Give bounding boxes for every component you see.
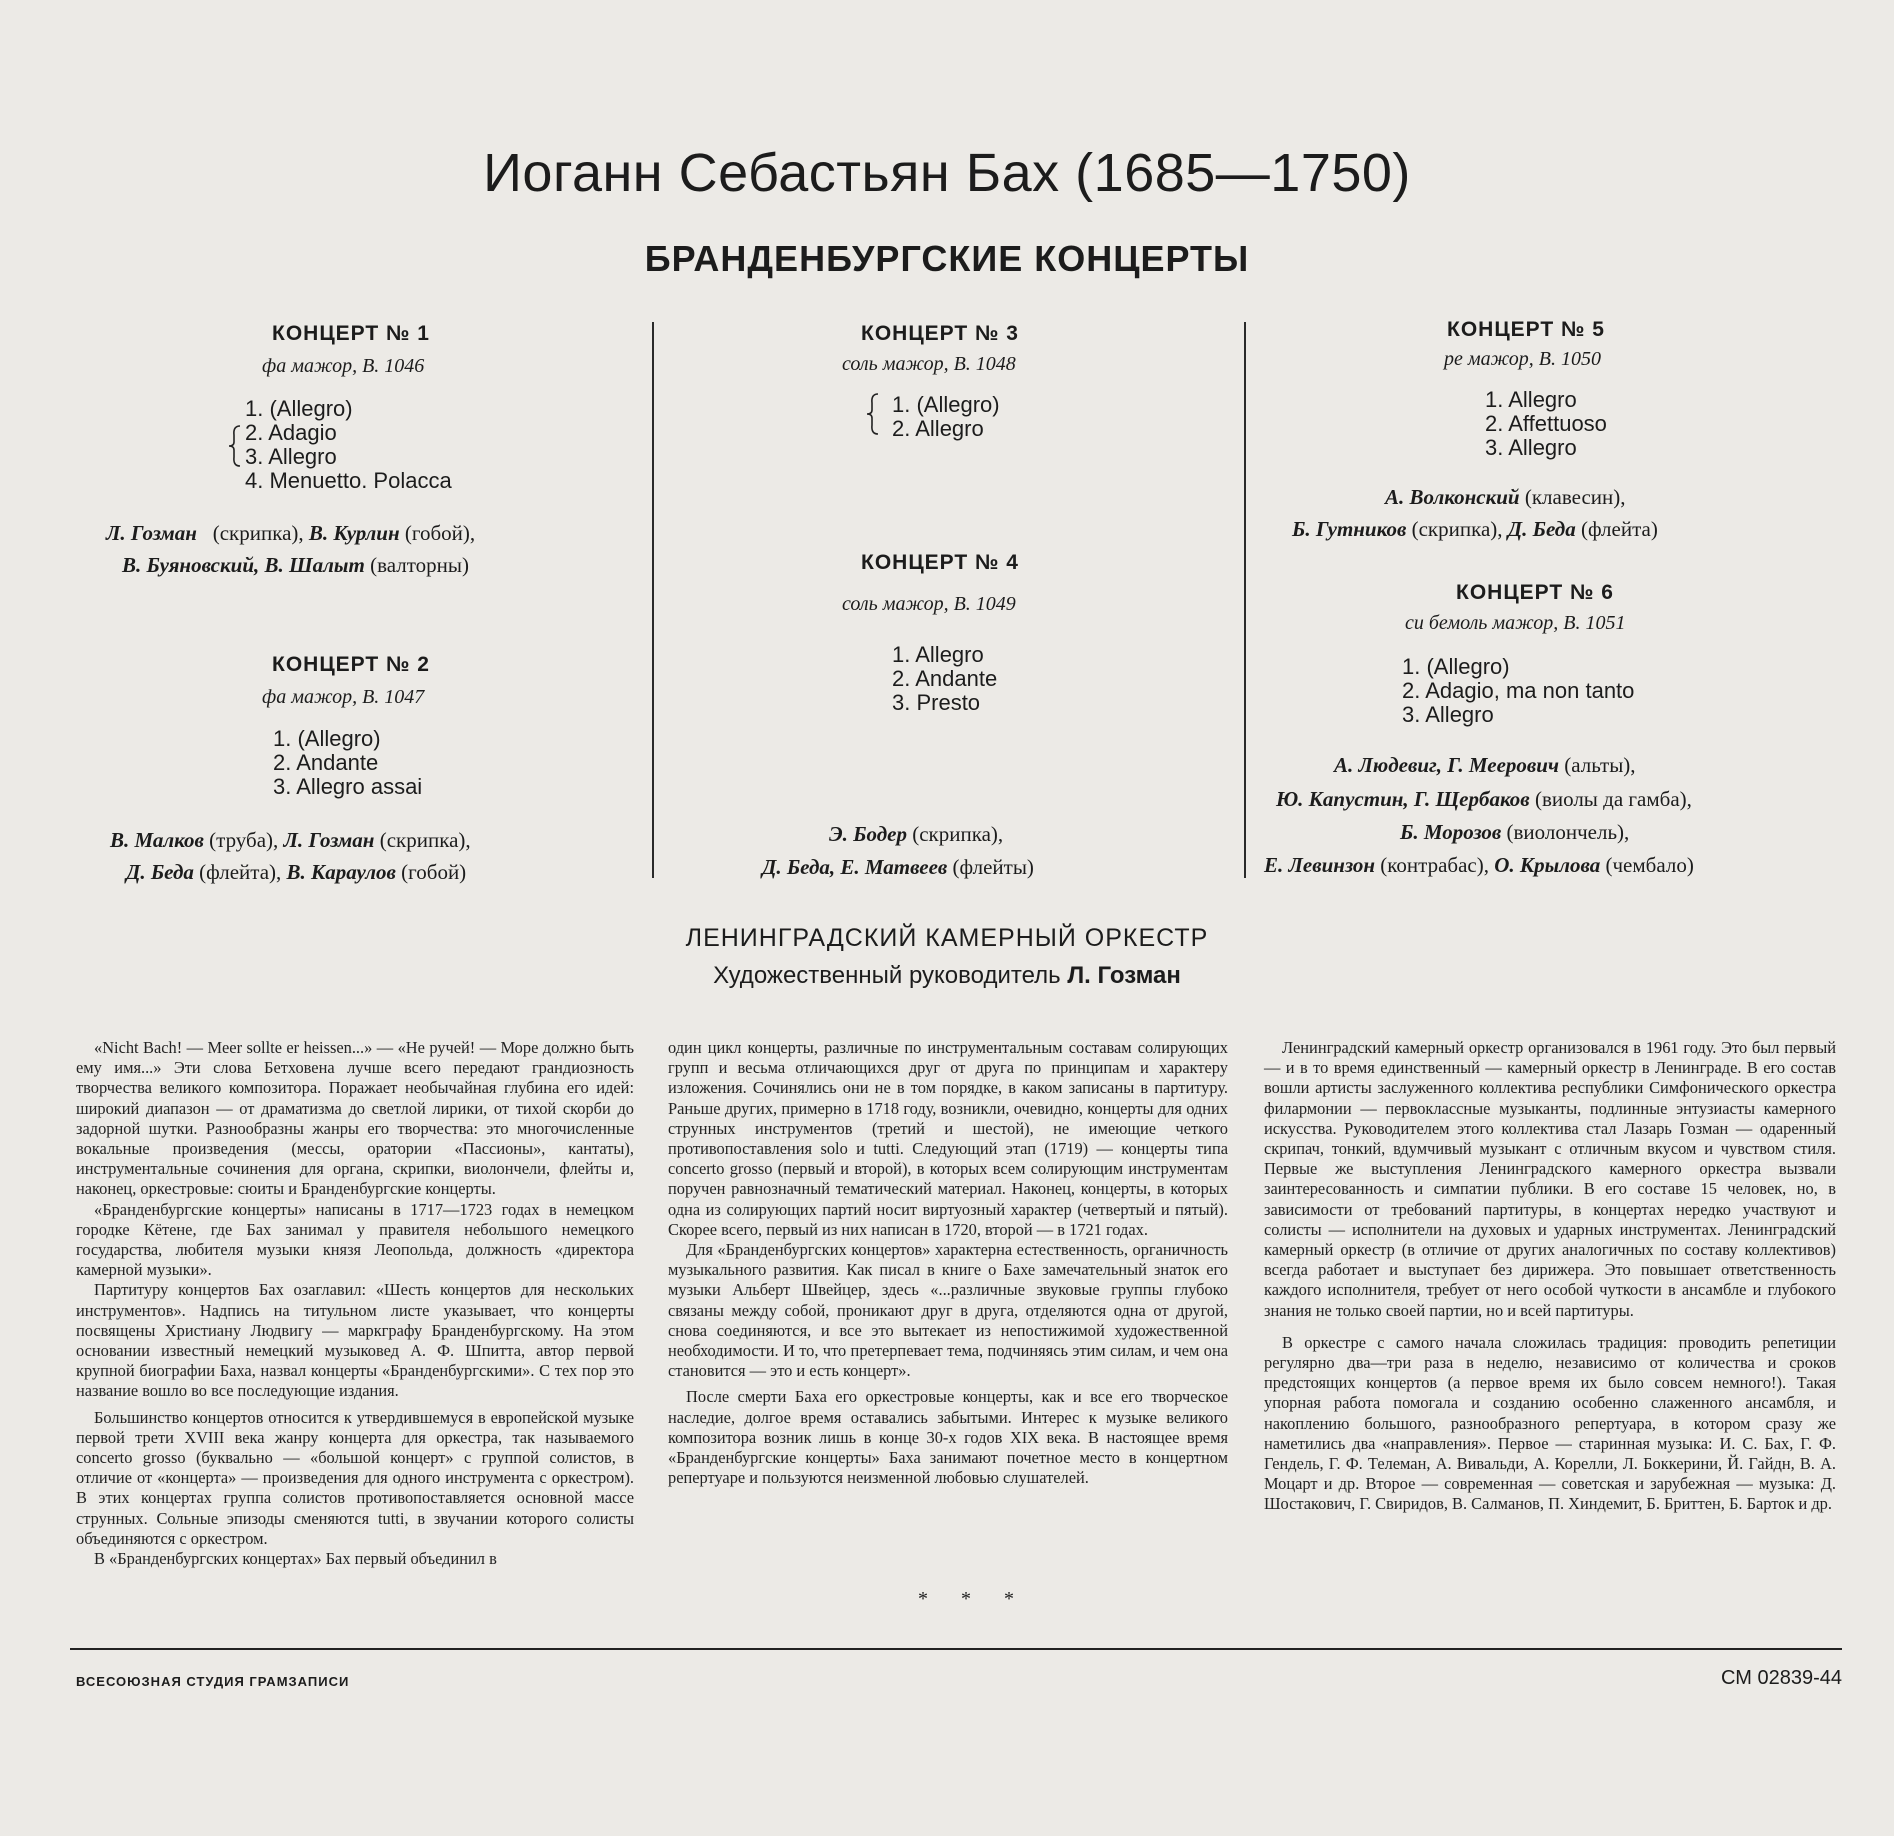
movement: 1. (Allegro) [892, 392, 1000, 417]
movement: 2. Andante [892, 666, 998, 691]
column-divider-left [652, 322, 654, 878]
page-subtitle: БРАНДЕНБУРГСКИЕ КОНЦЕРТЫ [644, 238, 1250, 279]
performer-instrument: (скрипка), [1411, 517, 1503, 541]
brace-icon [228, 425, 242, 467]
concert-2-key: фа мажор, В. 1047 [262, 686, 425, 708]
concert-6-performers [1334, 748, 1636, 782]
movement: 1. Allegro [1485, 387, 1577, 412]
performer-instrument: (скрипка), [212, 521, 304, 545]
performer-name: Л. Гозман [283, 828, 375, 852]
movement: 4. Menuetto. Polacca [245, 468, 452, 493]
column-divider-right [1244, 322, 1246, 878]
performer-instrument: (виолы да гамба), [1534, 787, 1692, 811]
director-name: Л. Гозман [1067, 962, 1181, 989]
movement: 1. (Allegro) [273, 726, 381, 751]
paragraph: «Бранденбургские концерты» написаны в 1717—1723 годах в немецком городке Кётене, где Бах занимал у правителя небольшого немецкого государства, любителя музыки князя Леопольда, должность «директора камерной музыки». [76, 1199, 634, 1280]
notes-column-2 [668, 1038, 1228, 1488]
performer-name: Л. Гозман [106, 521, 197, 545]
performer-instrument: (гобой), [404, 521, 476, 545]
concert-4-performers [829, 817, 1003, 851]
performer-name: В. Буяновский, В. Шалыт [122, 553, 365, 577]
performer-instrument: (чембало) [1605, 853, 1694, 877]
concert-4-key: соль мажор, В. 1049 [842, 593, 1016, 615]
movement: 1. (Allegro) [1402, 654, 1510, 679]
movement: 3. Allegro [1485, 435, 1577, 460]
concert-1-heading: КОНЦЕРТ № 1 [272, 322, 430, 345]
concert-1-performers [106, 516, 475, 550]
footer-rule [70, 1648, 1842, 1650]
movement: 3. Presto [892, 690, 981, 715]
paragraph: В «Бранденбургских концертах» Бах первый объединил в [94, 1549, 497, 1569]
movement: 3. Allegro assai [273, 774, 423, 799]
studio-name: ВСЕСОЮЗНАЯ СТУДИЯ ГРАМЗАПИСИ [76, 1674, 350, 1689]
performer-instrument: (гобой) [401, 860, 467, 884]
performer-name: Д. Беда, Е. Матвеев [762, 855, 948, 879]
performer-instrument: (альты), [1564, 753, 1636, 777]
section-separator: * * * [918, 1588, 1028, 1610]
performer-name: Э. Бодер [829, 822, 907, 846]
paragraph: После смерти Баха его оркестровые концерты, как и все его творческое наследие, долгое время оставались забытыми. Интерес к музыке великого композитора возник лишь в конце 30-х годов XIX века. В настоящее время «Бранденбургские концерты» Баха занимают почетное место в концертном репертуаре и пользуются неизменной любовью слушателей. [668, 1387, 1228, 1488]
concert-6-performers-line3 [1400, 815, 1629, 849]
performer-name: О. Крылова [1494, 853, 1601, 877]
performer-instrument: (флейты) [952, 855, 1034, 879]
performer-instrument: (клавесин), [1524, 485, 1626, 509]
concert-4-heading: КОНЦЕРТ № 4 [861, 551, 1019, 574]
concert-2-heading: КОНЦЕРТ № 2 [272, 653, 430, 676]
movement: 2. Affettuoso [1485, 411, 1607, 436]
performer-name: Ю. Капустин, Г. Щербаков [1276, 787, 1530, 811]
performer-name: Д. Беда [1507, 517, 1576, 541]
concert-5-performers [1385, 480, 1626, 514]
concert-1-performers-line2 [122, 548, 469, 582]
performer-instrument: (флейта) [1580, 517, 1658, 541]
concert-6-performers-line2 [1276, 782, 1692, 816]
performer-instrument: (контрабас), [1380, 853, 1489, 877]
performer-name: В. Курлин [308, 521, 400, 545]
paragraph: один цикл концерты, различные по инструментальным составам солирующих групп и весьма отличающихся друг от друга по принципам и характеру изложения. Сочинялись они не в том порядке, в каком записаны в партитуру. Раньше других, примерно в 1718 году, возникли, очевидно, концерты для одних струнных инструментов (третий и шестой), не имеющие четкого противопоставления solo и tutti. Следующий этап (1719) — концерты типа concerto grosso (первый и второй), в которых всем солирующим инструментам поручен равнозначный тематический материал. Наконец, концерты, в которых одна из солирующих партий носит виртуозный характер (четвертый и пятый). Скорее всего, первый из них написан в 1720, второй — в 1721 годах. [668, 1038, 1228, 1239]
performer-instrument: (виолончель), [1506, 820, 1630, 844]
performer-instrument: (валторны) [370, 553, 469, 577]
performer-instrument: (скрипка), [379, 828, 471, 852]
paragraph: «Nicht Bach! — Meer sollte er heissen...» — «Не ручей! — Море должно быть ему имя...» Эти слова Бетховена лучше всего передают грандиозность творчества великого композитора. Поражает необычайная глубина его идей: широкий диапазон — от драматизма до светлой лирики, от тихой скорби до задорной шутки. Разнообразны жанры его творчества: это многочисленные вокальные произведения (мессы, оратории «Пассионы», кантаты), инструментальные сочинения для органа, скрипки, виолончели, флейты и, наконец, оркестровые: сюиты и Бранденбургские концерты. [76, 1038, 634, 1199]
concert-4-performers-line2 [762, 850, 1034, 884]
concert-6-heading: КОНЦЕРТ № 6 [1456, 581, 1614, 604]
performer-name: Д. Беда [126, 860, 194, 884]
orchestra-name: ЛЕНИНГРАДСКИЙ КАМЕРНЫЙ ОРКЕСТР [685, 924, 1209, 952]
notes-column-3 [1264, 1038, 1836, 1515]
paragraph: В оркестре с самого начала сложилась традиция: проводить репетиции регулярно два—три раза в неделю, независимо от количества и сроков предстоящих концертов (а первое время их было совсем немного!). Такая упорная работа помогала и созданию особенно слаженного ансамбля, и накоплению большого, разнообразного репертуара, в котором сразу же наметились два «направления». Первое — старинная музыка: И. С. Бах, Г. Ф. Гендель, Г. Ф. Телеман, А. Вивальди, А. Корелли, Л. Боккерини, Й. Гайдн, В. А. Моцарт и др. Второе — современная — советская и зарубежная — музыка: Д. Шостакович, Г. Свиридов, В. Салманов, П. Хиндемит, Б. Бриттен, Б. Барток и др. [1264, 1332, 1836, 1514]
concert-6-performers-line4 [1264, 848, 1694, 882]
movement: 3. Allegro [1402, 702, 1494, 727]
concert-6-key: си бемоль мажор, В. 1051 [1405, 612, 1626, 634]
concert-3-heading: КОНЦЕРТ № 3 [861, 322, 1019, 345]
movement: 3. Allegro [245, 444, 337, 469]
performer-name: Б. Гутников [1292, 517, 1407, 541]
movement: 1. Allegro [892, 642, 984, 667]
performer-instrument: (флейта), [199, 860, 282, 884]
performer-name: А. Волконский [1385, 485, 1520, 509]
concert-5-performers-line2 [1292, 512, 1658, 546]
concert-2-performers [110, 823, 471, 857]
performer-name: В. Караулов [286, 860, 396, 884]
performer-instrument: (труба), [209, 828, 279, 852]
paragraph: Партитуру концертов Бах озаглавил: «Шесть концертов для нескольких инструментов». Надпись на титульном листе указывает, что концерты посвящены Христиану Людвигу — маркграфу Бранденбургскому. На этом основании известный немецкий музыковед А. Ф. Шпитта, автор первой крупной биографии Баха, назвал концерты «Бранденбургскими». С тех пор это название вошло во все последующие издания. [76, 1280, 634, 1401]
concert-5-heading: КОНЦЕРТ № 5 [1447, 318, 1605, 341]
movement: 2. Andante [273, 750, 379, 775]
performer-name: Е. Левинзон [1264, 853, 1376, 877]
movement: 2. Allegro [892, 416, 984, 441]
orchestra-director [0, 962, 1894, 990]
movement: 1. (Allegro) [245, 396, 353, 421]
catalog-number: СМ 02839-44 [1721, 1667, 1842, 1689]
paragraph: Ленинградский камерный оркестр организовался в 1961 году. Это был первый — и в то время единственный — камерный оркестр в Ленинграде. В его состав вошли артисты заслуженного коллектива республики Симфонического оркестра филармонии — первоклассные музыканты, подлинные энтузиасты камерного искусства. Руководителем этого коллектива стал Лазарь Гозман — одаренный скрипач, тонкий, вдумчивый музыкант с отличным вкусом и чувством стиля. Первые же выступления Ленинградского камерного оркестра вызвали заинтересованность и симпатии публики. В его составе 15 человек, но, в зависимости от требований партитуры, в концертах нередко участвуют и солисты — исполнители на духовых и ударных инструментах. Ленинградский камерный оркестр (в отличие от других аналогичных по составу коллективов) всегда работает и выступает без дирижера. Это повышает ответственность каждого исполнителя, требует от него особой чуткости в ансамбле и глубокого знания не только своей партии, но и всей партитуры. [1264, 1038, 1836, 1320]
paragraph: Большинство концертов относится к утвердившемуся в европейской музыке первой трети XVIII века жанру концерта для оркестра, так называемого concerto grosso (буквально — «большой концерт» с группой солистов, в отличие от «концерта» — произведения для одного инструмента с оркестром). В этих концертах группа солистов противопоставляется основной массе струнных. Сольные эпизоды сменяются tutti, в звучании которого солисты объединяются с оркестром. [76, 1407, 634, 1548]
concert-1-key: фа мажор, В. 1046 [262, 355, 425, 377]
performer-instrument: (скрипка), [912, 822, 1004, 846]
paragraph: Для «Бранденбургских концертов» характерна естественность, органичность музыкального развития. Как писал в книге о Бахе замечательный знаток его музыки Альберт Швейцер, здесь «...различные звуковые группы глубоко связаны между собой, проникают друг в друга, отделяются одна от другой, снова соединяются, и все это вытекает из непостижимой художественной необходимости. И то, что претерпевает тема, подчиняясь этим силам, и чем она становится — это и есть концерт». [668, 1240, 1228, 1381]
director-label: Художественный руководитель [713, 962, 1061, 989]
notes-column-1 [76, 1038, 634, 1569]
page-title: Иоганн Себастьян Бах (1685—1750) [483, 143, 1411, 203]
brace-icon [866, 393, 880, 435]
performer-name: В. Малков [110, 828, 204, 852]
performer-name: Б. Морозов [1400, 820, 1502, 844]
movement: 2. Adagio, ma non tanto [1402, 678, 1635, 703]
movement: 2. Adagio [245, 420, 337, 445]
performer-name: А. Людевиг, Г. Меерович [1334, 753, 1560, 777]
concert-5-key: ре мажор, В. 1050 [1444, 348, 1601, 370]
concert-2-performers-line2 [126, 855, 466, 889]
concert-3-key: соль мажор, В. 1048 [842, 353, 1016, 375]
